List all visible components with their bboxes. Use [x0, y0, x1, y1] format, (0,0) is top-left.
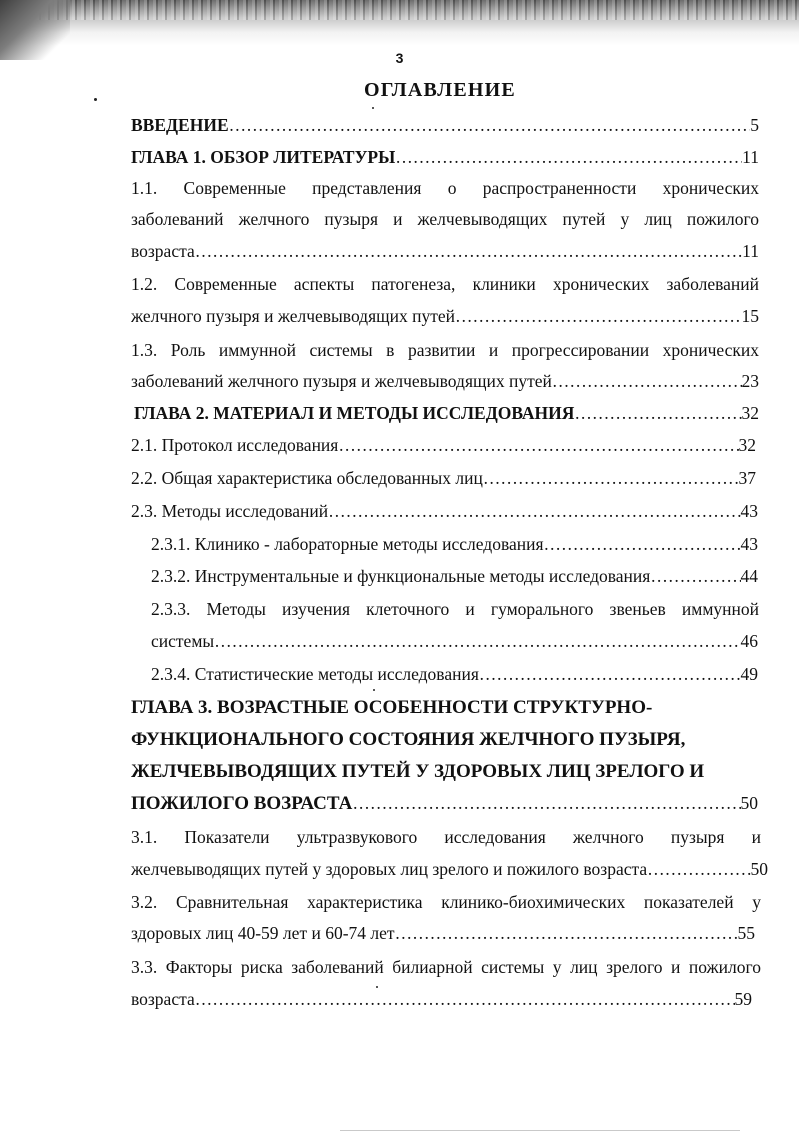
toc-entry-label: желчного пузыря и желчевыводящих путей — [131, 306, 455, 326]
toc-entry-label: ВВЕДЕНИЕ — [131, 115, 229, 135]
toc-entry-2-2[interactable] — [131, 465, 756, 491]
toc-page-number: 49 — [740, 664, 758, 684]
toc-page-number: 11 — [742, 147, 759, 167]
toc-entry-1-1-line-1[interactable]: 1.1. Современные представления о распространенности хронических — [131, 178, 759, 198]
page-title: ОГЛАВЛЕНИЕ — [364, 79, 516, 101]
toc-entry-label: 2.3.2. Инструментальные и функциональные методы исследования — [151, 566, 651, 586]
toc-entry-2-3-1[interactable] — [151, 531, 758, 557]
toc-entry-2-1[interactable] — [131, 432, 756, 458]
toc-entry-chapter-1[interactable] — [131, 144, 759, 170]
toc-leader — [395, 920, 738, 946]
toc-entry-1-1-line-3[interactable] — [131, 238, 759, 264]
toc-leader — [214, 628, 740, 654]
toc-leader — [229, 112, 751, 138]
toc-entry-chapter-3-line-3[interactable]: ЖЕЛЧЕВЫВОДЯЩИХ ПУТЕЙ У ЗДОРОВЫХ ЛИЦ ЗРЕЛОГО И — [131, 761, 705, 782]
toc-entry-label: ПОЖИЛОГО ВОЗРАСТА — [131, 793, 353, 814]
toc-page-number: 55 — [737, 923, 755, 943]
scan-speck — [373, 689, 375, 691]
toc-page-number: 46 — [740, 631, 758, 651]
toc-entry-label: возраста — [131, 989, 195, 1009]
toc-leader — [574, 400, 741, 426]
toc-leader — [352, 788, 740, 818]
toc-entry-3-2-line-2[interactable] — [131, 920, 755, 946]
toc-entry-2-3-3-line-2[interactable] — [151, 628, 758, 654]
toc-leader — [328, 498, 740, 524]
toc-leader — [195, 986, 735, 1012]
toc-entry-1-1-line-2[interactable]: заболеваний желчного пузыря и желчевыводящих путей у лиц пожилого — [131, 209, 759, 229]
scan-speck — [372, 107, 374, 109]
toc-entry-label: возраста — [131, 241, 195, 261]
toc-entry-label: 2.3.1. Клинико - лабораторные методы исследования — [151, 534, 544, 554]
toc-entry-chapter-3-line-4[interactable] — [131, 788, 758, 818]
toc-page-number: 50 — [750, 859, 768, 879]
toc-entry-2-3[interactable] — [131, 498, 758, 524]
scan-edge-bottom — [340, 1130, 740, 1131]
toc-page-number: 23 — [741, 371, 759, 391]
toc-entry-2-3-2[interactable] — [151, 563, 758, 589]
toc-entry-3-3-line-2[interactable] — [131, 986, 752, 1012]
toc-entry-1-3-line-1[interactable]: 1.3. Роль иммунной системы в развитии и прогрессировании хронических — [131, 340, 759, 360]
toc-entry-2-3-4[interactable] — [151, 661, 758, 687]
toc-entry-2-3-3-line-1[interactable]: 2.3.3. Методы изучения клеточного и гуморального звеньев иммунной — [151, 599, 759, 619]
toc-page-number: 32 — [741, 403, 759, 423]
toc-entry-1-2-line-2[interactable] — [131, 303, 759, 329]
toc-entry-1-2-line-1[interactable]: 1.2. Современные аспекты патогенеза, клиники хронических заболеваний — [131, 274, 759, 294]
toc-leader — [338, 432, 738, 458]
toc-entry-3-3-line-1[interactable]: 3.3. Факторы риска заболеваний билиарной системы у лиц зрелого и пожилого — [131, 957, 761, 977]
toc-leader — [395, 144, 742, 170]
toc-leader — [455, 303, 742, 329]
scan-shadow-top — [0, 0, 799, 48]
toc-leader — [544, 531, 741, 557]
toc-page-number: 43 — [740, 501, 758, 521]
toc-entry-label: 2.3. Методы исследований — [131, 501, 329, 521]
toc-entry-label: 2.1. Протокол исследования — [131, 435, 339, 455]
toc-page-number: 59 — [734, 989, 752, 1009]
toc-entry-label: здоровых лиц 40-59 лет и 60-74 лет — [131, 923, 395, 943]
toc-page-number: 50 — [740, 793, 758, 813]
toc-page-number: 5 — [750, 115, 759, 135]
scan-speck — [94, 98, 97, 101]
toc-page-number: 43 — [740, 534, 758, 554]
toc-page-number: 11 — [742, 241, 759, 261]
toc-leader — [483, 465, 739, 491]
toc-leader — [650, 563, 740, 589]
toc-entry-chapter-2[interactable] — [134, 400, 759, 426]
toc-entry-label: желчевыводящих путей у здоровых лиц зрелого и пожилого возраста — [131, 859, 648, 879]
toc-page-number: 44 — [740, 566, 758, 586]
toc-leader — [552, 368, 742, 394]
toc-leader — [479, 661, 741, 687]
toc-entry-3-1-line-2[interactable] — [131, 856, 768, 882]
toc-entry-chapter-3-line-2[interactable]: ФУНКЦИОНАЛЬНОГО СОСТОЯНИЯ ЖЕЛЧНОГО ПУЗЫРЯ, — [131, 729, 686, 750]
toc-entry-label: ГЛАВА 2. МАТЕРИАЛ И МЕТОДЫ ИССЛЕДОВАНИЯ — [134, 403, 575, 423]
toc-entry-chapter-3-line-1[interactable]: ГЛАВА 3. ВОЗРАСТНЫЕ ОСОБЕННОСТИ СТРУКТУРНО- — [131, 697, 653, 718]
toc-page-number: 15 — [741, 306, 759, 326]
page-number: 3 — [395, 50, 404, 66]
toc-entry-label: системы — [151, 631, 215, 651]
toc-entry-1-3-line-2[interactable] — [131, 368, 759, 394]
toc-leader — [195, 238, 742, 264]
toc-entry-label: заболеваний желчного пузыря и желчевыводящих путей — [131, 371, 552, 391]
toc-entry-label: 2.3.4. Статистические методы исследования — [151, 664, 479, 684]
scan-speck — [376, 986, 378, 988]
toc-entry-3-2-line-1[interactable]: 3.2. Сравнительная характеристика клинико-биохимических показателей у — [131, 892, 761, 912]
toc-entry-label: ГЛАВА 1. ОБЗОР ЛИТЕРАТУРЫ — [131, 147, 396, 167]
toc-entry-label: 2.2. Общая характеристика обследованных лиц — [131, 468, 483, 488]
toc-entry-introduction[interactable] — [131, 112, 759, 138]
toc-page-number: 32 — [738, 435, 756, 455]
toc-entry-3-1-line-1[interactable]: 3.1. Показатели ультразвукового исследования желчного пузыря и — [131, 827, 761, 847]
toc-page-number: 37 — [738, 468, 756, 488]
toc-leader — [647, 856, 750, 882]
